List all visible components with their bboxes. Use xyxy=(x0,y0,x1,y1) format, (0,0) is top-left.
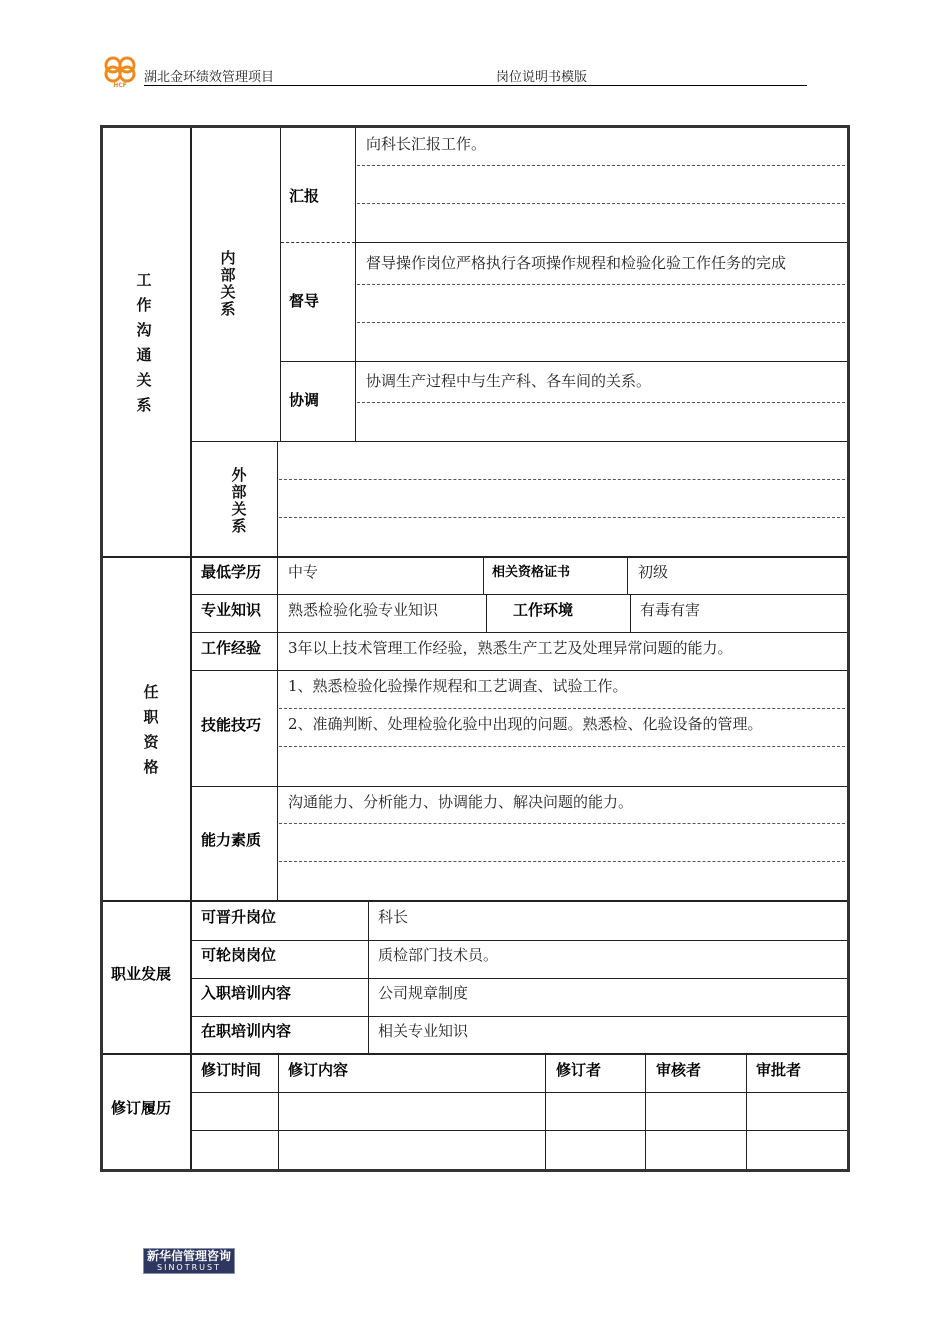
knowledge-value: 熟悉检验化验专业知识 xyxy=(288,601,439,619)
column-divider xyxy=(645,1055,646,1169)
column-divider xyxy=(486,595,487,632)
section-label-career: 职业发展 xyxy=(111,965,172,983)
supervise-text: 督导操作岗位严格执行各项操作规程和检验化验工作任务的完成 xyxy=(366,254,787,272)
footer-logo-line1: 新华信管理咨询 xyxy=(146,1249,231,1263)
dashed-line xyxy=(279,823,845,824)
dashed-line xyxy=(357,402,845,403)
promote-label: 可晋升岗位 xyxy=(201,908,277,926)
knowledge-label: 专业知识 xyxy=(201,601,262,619)
row-divider xyxy=(192,1016,847,1017)
section-label-qualification: 任 职 资 格 xyxy=(143,683,159,776)
onboard-training-label: 入职培训内容 xyxy=(201,984,292,1002)
environment-value: 有毒有害 xyxy=(640,601,701,619)
environment-label: 工作环境 xyxy=(513,601,574,619)
dashed-line xyxy=(279,861,845,862)
certificate-value: 初级 xyxy=(638,563,669,581)
coordinate-text: 协调生产过程中与生产科、各车间的关系。 xyxy=(366,372,652,390)
ability-value: 沟通能力、分析能力、协调能力、解决问题的能力。 xyxy=(288,793,634,811)
dashed-line xyxy=(357,322,845,323)
promote-value: 科长 xyxy=(378,908,409,926)
experience-label: 工作经验 xyxy=(201,639,262,657)
certificate-label: 相关资格证书 xyxy=(492,565,571,580)
page-header xyxy=(100,52,807,86)
skills-item-2: 2、准确判断、处理检验化验中出现的问题。熟悉检、化验设备的管理。 xyxy=(288,715,763,733)
dashed-line xyxy=(279,517,845,518)
section-label-communication: 工 作 沟 通 关 系 xyxy=(136,271,152,414)
row-divider xyxy=(356,242,847,243)
column-divider xyxy=(630,595,631,632)
skills-item-1: 1、熟悉检验化验操作规程和工艺调查、试验工作。 xyxy=(288,677,628,695)
logo-text: HCF xyxy=(113,82,127,88)
column-divider xyxy=(277,441,278,556)
revision-col-approver: 审批者 xyxy=(756,1061,802,1079)
experience-value: 3年以上技术管理工作经验，熟悉生产工艺及处理异常问题的能力。 xyxy=(288,639,733,657)
row-divider xyxy=(192,1130,847,1131)
column-divider xyxy=(483,558,484,594)
row-divider xyxy=(281,242,355,243)
column-divider xyxy=(746,1055,747,1169)
section-divider xyxy=(103,900,847,902)
revision-col-reviser: 修订者 xyxy=(556,1061,602,1079)
rotate-label: 可轮岗岗位 xyxy=(201,946,277,964)
ability-label: 能力素质 xyxy=(201,831,262,849)
document-title: 岗位说明书模版 xyxy=(496,70,588,85)
column-divider xyxy=(355,128,356,441)
company-logo-icon xyxy=(100,54,140,88)
column-divider xyxy=(280,128,281,441)
column-divider xyxy=(277,558,278,900)
section-divider xyxy=(103,1053,847,1055)
project-title: 湖北金环绩效管理项目 xyxy=(144,70,275,85)
column-divider xyxy=(278,1055,279,1169)
revision-col-checker: 审核者 xyxy=(656,1061,702,1079)
report-text: 向科长汇报工作。 xyxy=(366,135,487,153)
row-divider xyxy=(281,361,847,362)
dashed-line xyxy=(357,165,845,166)
report-label: 汇报 xyxy=(289,187,320,205)
inservice-training-label: 在职培训内容 xyxy=(201,1022,292,1040)
dashed-line xyxy=(357,284,845,285)
skills-label: 技能技巧 xyxy=(201,716,262,734)
coordinate-label: 协调 xyxy=(289,391,320,409)
column-divider xyxy=(627,558,628,594)
external-relations-label: 外 部 关 系 xyxy=(231,466,247,535)
row-divider xyxy=(192,786,847,787)
footer-logo-line2: SINOTRUST xyxy=(157,1263,221,1272)
section-label-revision: 修订履历 xyxy=(111,1099,172,1117)
column-divider xyxy=(545,1055,546,1169)
dashed-line xyxy=(357,203,845,204)
rotate-value: 质检部门技术员。 xyxy=(378,946,499,964)
footer-logo xyxy=(143,1248,235,1274)
dashed-line xyxy=(279,479,845,480)
supervise-label: 督导 xyxy=(289,292,320,310)
row-divider xyxy=(192,441,847,442)
row-divider xyxy=(192,594,847,595)
row-divider xyxy=(192,940,847,941)
row-divider xyxy=(192,978,847,979)
education-value: 中专 xyxy=(288,563,319,581)
section-divider xyxy=(103,556,847,558)
education-label: 最低学历 xyxy=(201,563,262,581)
column-divider xyxy=(190,128,192,1169)
inservice-training-value: 相关专业知识 xyxy=(378,1022,469,1040)
row-divider xyxy=(192,670,847,671)
onboard-training-value: 公司规章制度 xyxy=(378,984,469,1002)
dashed-line xyxy=(279,708,845,709)
row-divider xyxy=(192,632,847,633)
dashed-line xyxy=(279,746,845,747)
header-divider xyxy=(144,85,807,86)
revision-col-content: 修订内容 xyxy=(288,1061,349,1079)
row-divider xyxy=(192,1092,847,1093)
revision-col-time: 修订时间 xyxy=(201,1061,262,1079)
internal-relations-label: 内 部 关 系 xyxy=(220,249,236,318)
